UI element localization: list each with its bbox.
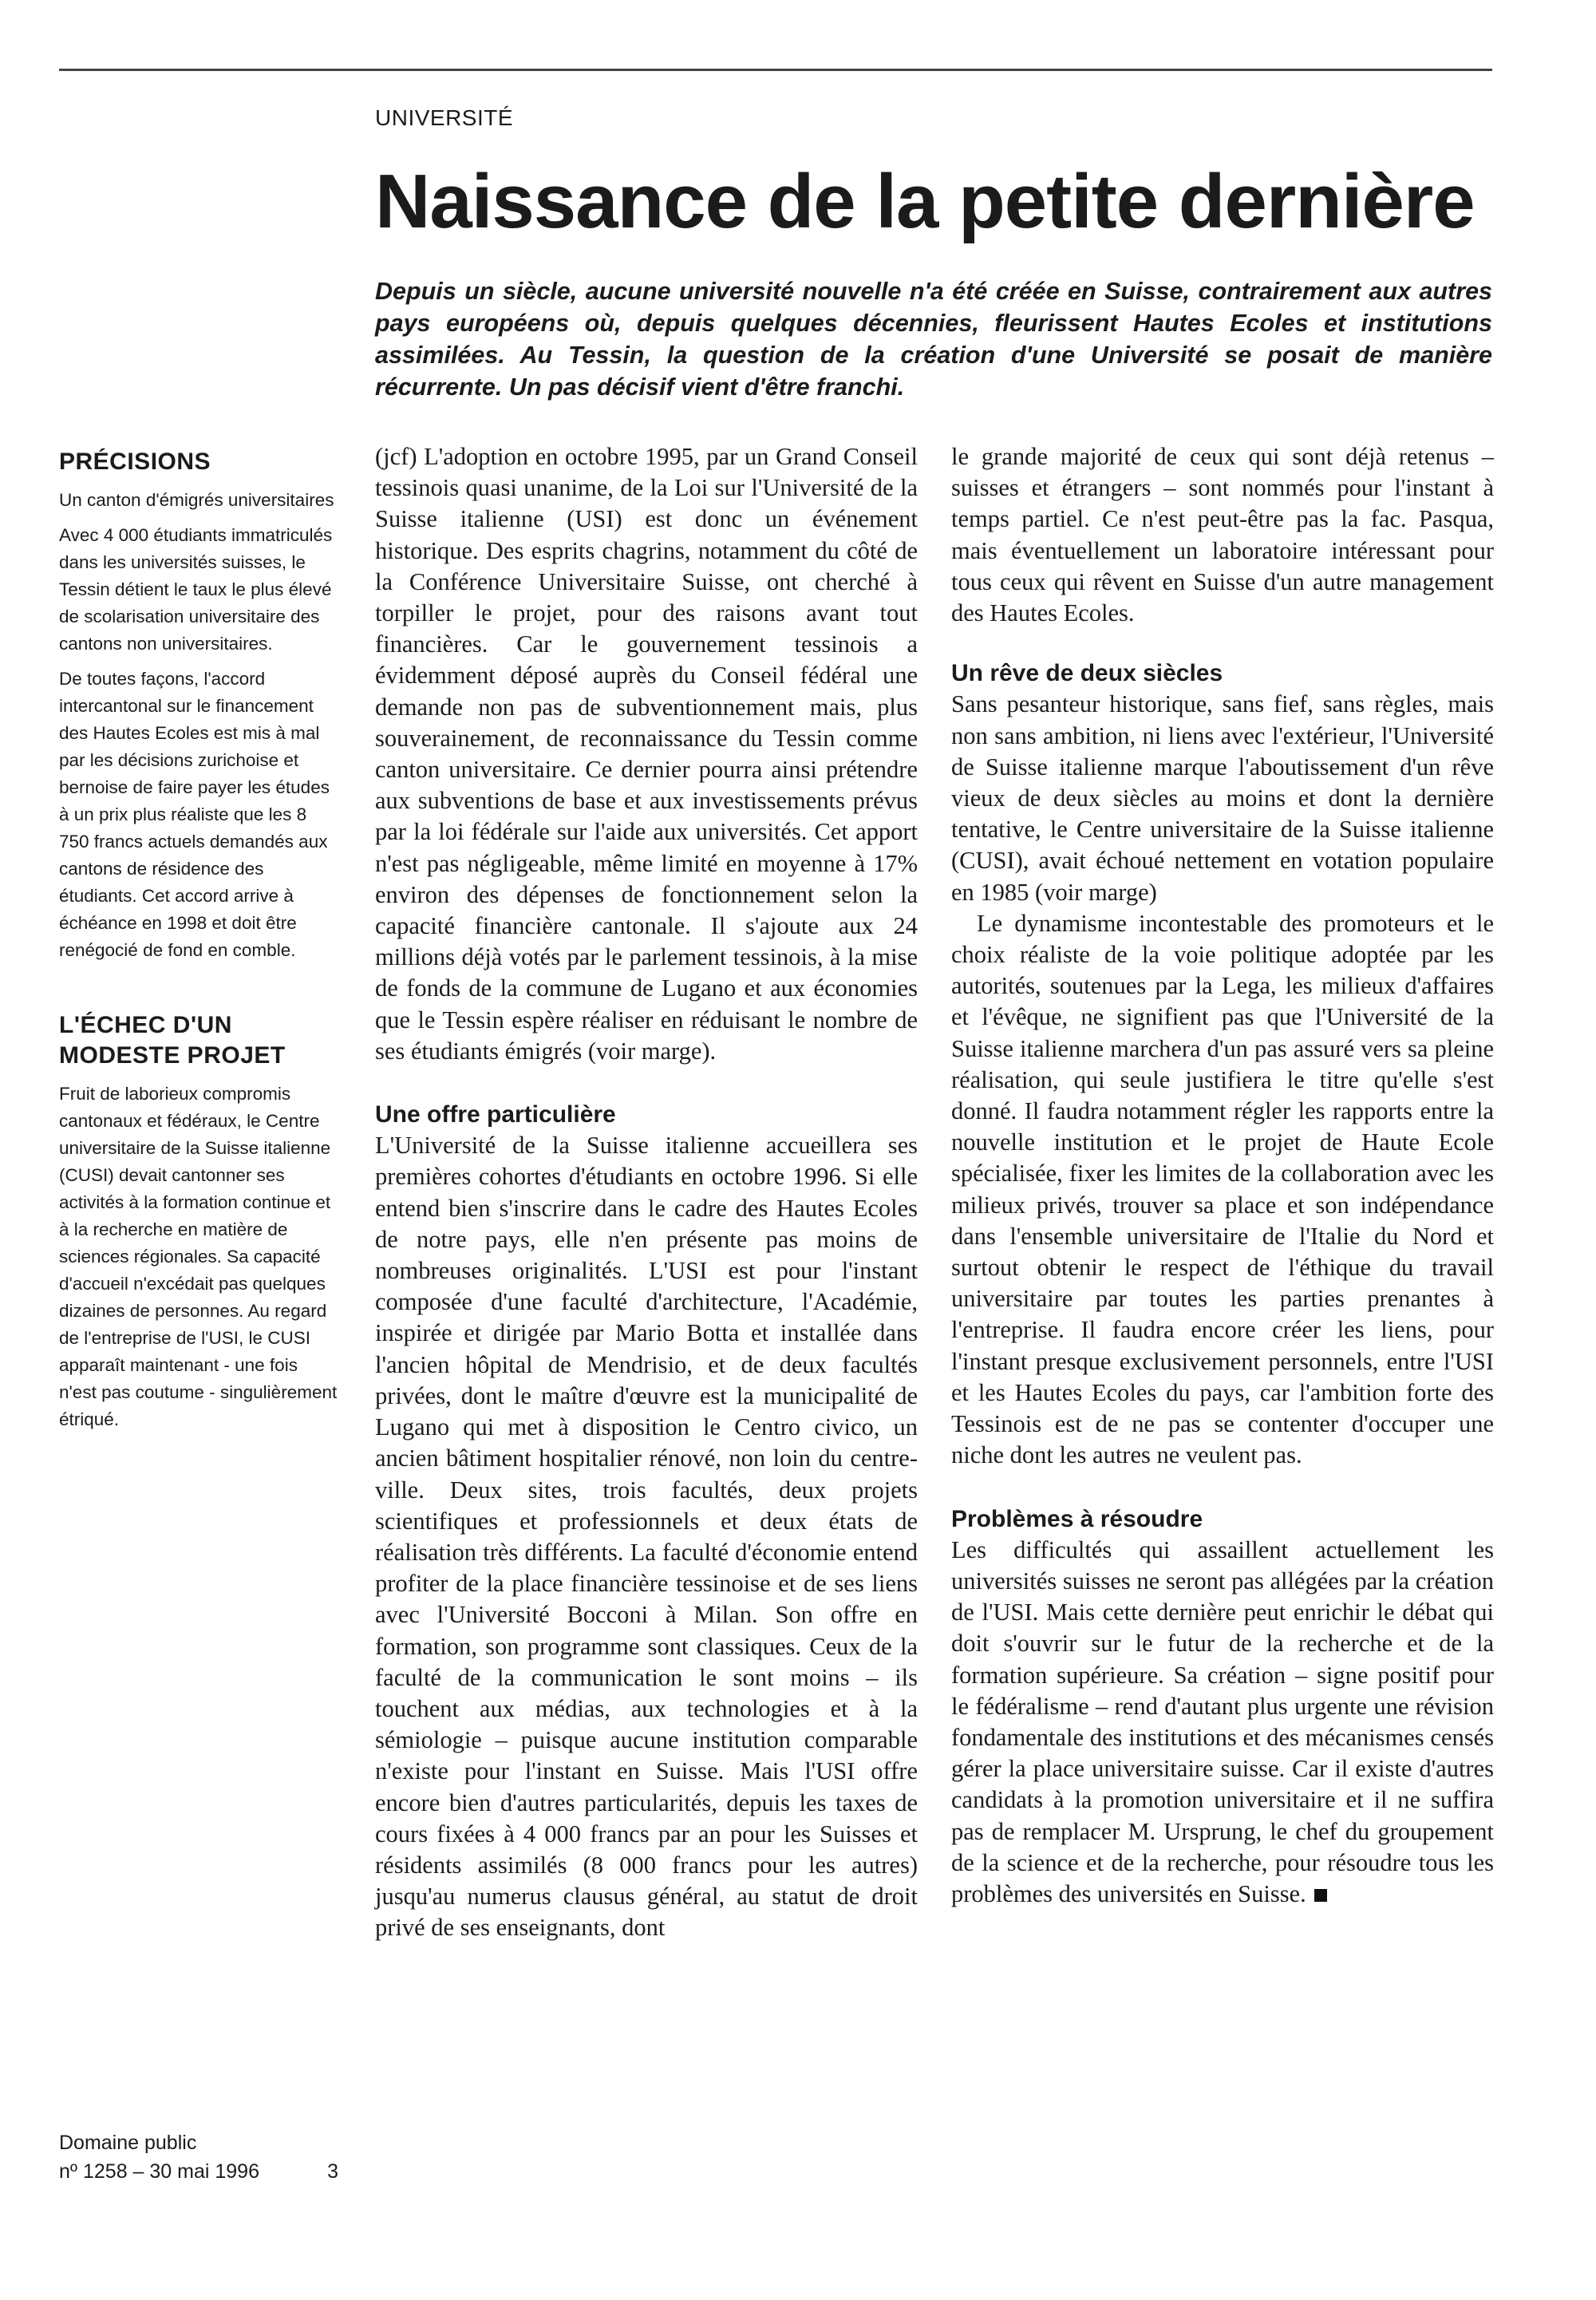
page-footer [59,2128,338,2186]
subheading: Une offre particulière [375,1101,616,1128]
margin-section-echec [59,1010,338,1433]
body-paragraph: Sans pesanteur historique, sans fief, sans règles, mais non sans ambition, ni liens avec l'extérieur, l'Université de Suisse italienne marque l'aboutissement d'un rêve vieux de deux siècles au moins et dont la dernière tentative, le Centre universitaire de la Suisse italienne (CUSI), avait échoué nettement en votation populaire en 1985 (voir marge) [951,690,1494,906]
section-rubric: UNIVERSITÉ [375,105,514,130]
subheading: Problèmes à résoudre [951,1505,1203,1532]
issue-number: nº 1258 – 30 mai 1996 [59,2160,259,2183]
end-mark-icon [1314,1889,1327,1902]
top-rule [59,69,1492,71]
margin-heading: PRÉCISIONS [59,449,211,475]
body-paragraph: L'Université de la Suisse italienne accueillera ses premières cohortes d'étudiants en octobre 1996. Si elle entend bien s'inscrire dans le cadre des Hautes Ecoles de notre pays, elle n'en présente pas moins de nombreuses originalités. L'USI est pour l'instant composée d'une faculté d'architecture, l'Académie, inspirée et dirigée par Mario Botta et installée dans l'ancien hôpital de Mendrisio, et de deux facultés privées, dont le maître d'œuvre est la municipalité de Lugano qui met à disposition le Centro civico, un ancien bâtiment hospitalier rénové, non loin du centre-ville. Deux sites, trois facultés, deux projets scientifiques et professionnels et deux états de réalisation très différents. La faculté d'économie entend profiter de la place financière tessinoise et de ses liens avec l'Université Bocconi à Milan. Son offre en formation, son programme sont classiques. Ceux de la faculté de la communication le sont moins – ils touchent aux médias, aux technologies et à la sémiologie – puisque aucune institution comparable n'existe pour l'instant en Suisse. Mais l'USI offre encore bien d'autres particularités, depuis les taxes de cours fixées à 4 000 francs par an pour les Suisses et résidents assimilés (8 000 francs pour les autres) jusqu'au numerus clausus général, au statut de droit privé de ses enseignants, dont [375,1132,918,1942]
margin-paragraph: De toutes façons, l'accord intercantonal sur le financement des Hautes Ecoles est mis à mal par les décisions zurichoise et bernoise de faire payer les études à un prix plus réaliste que les 8 750 francs actuels demandés aux cantons de résidence des étudiants. Cet accord arrive à échéance en 1998 et doit être renégocié de fond en comble. [59,669,330,960]
body-column-1 [375,441,918,1944]
margin-notes [59,447,338,1441]
body-paragraph: (jcf) L'adoption en octobre 1995, par un Grand Conseil tessinois quasi unanime, de la Loi sur l'Université de la Suisse italienne (USI) est donc un événement historique. Des esprits chagrins, notamment du côté de la Conférence Universitaire Suisse, ont cherché à torpiller le projet, pour des raisons avant tout financières. Car le gouvernement tessinois a évidemment déposé auprès du Conseil fédéral une demande non pas de subventionnement mais, plus souverainement, de reconnaissance du Tessin comme canton universitaire. Ce dernier pourra ainsi prétendre aux subventions de base et aux investissements prévus par la loi fédérale sur l'aide aux universités. Cet apport n'est pas négligeable, même limité en moyenne à 17% environ des dépenses de fonctionnement selon la capacité financière cantonale. Il s'ajoute aux 24 millions déjà votés par le parlement tessinois, à la mise de fonds de la commune de Lugano et aux économies que le Tessin espère réaliser en réduisant le nombre de ses étudiants émigrés (voir marge). [375,443,918,1065]
body-column-2 [951,441,1494,1910]
page-number: 3 [327,2160,338,2183]
margin-paragraph: Avec 4 000 étudiants immatriculés dans les universités suisses, le Tessin détient le taux le plus élevé de scolarisation universitaire des cantons non universitaires. [59,525,333,654]
body-paragraph: le grande majorité de ceux qui sont déjà retenus – suisses et étrangers – sont nommés pour l'instant à temps partiel. Ce n'est peut-être pas la fac. Pasqua, mais éventuellement un laboratoire intéressant pour tous ceux qui rêvent en Suisse d'un autre management des Hautes Ecoles. [951,443,1494,627]
article-lede: Depuis un siècle, aucune université nouvelle n'a été créée en Suisse, contrairement aux autres pays européens où, depuis quelques décennies, fleurissent Hautes Ecoles et institutions assimilées. Au Tessin, la question de la création d'une Université se posait de manière récurrente. Un pas décisif vient d'être franchi. [375,278,1492,401]
body-paragraph-final [951,1535,1494,1910]
issue-line [59,2157,338,2186]
margin-heading: L'ÉCHEC D'UN MODESTE PROJET [59,1012,286,1069]
margin-subtitle: Un canton d'émigrés universitaires [59,490,334,510]
body-text: Les difficultés qui assaillent actuellement les universités suisses ne seront pas allégées par la création de l'USI. Mais cette dernière peut enrichir le débat qui doit s'ouvrir sur le futur de la recherche et de la formation supérieure. Sa création – signe positif pour le fédéralisme – rend d'autant plus urgente une révision fondamentale des institutions et des mécanismes censés gérer la place universitaire suisse. Car il existe d'autres candidats à la promotion universitaire et il ne suffira pas de remplacer M. Ursprung, le chef du groupement de la science et de la recherche, pour résoudre tous les problèmes des universités en Suisse. [951,1535,1494,1907]
margin-paragraph: Fruit de laborieux compromis cantonaux et fédéraux, le Centre universitaire de la Suisse italienne (CUSI) devait cantonner ses activités à la formation continue et à la recherche en matière de sciences régionales. Sa capacité d'accueil n'excédait pas quelques dizaines de personnes. Au regard de l'entreprise de l'USI, le CUSI apparaît maintenant - une fois n'est pas coutume - singulièrement étriqué. [59,1084,338,1429]
article-title: Naissance de la petite dernière [375,159,1475,244]
publication-name: Domaine public [59,2132,197,2154]
body-paragraph: Le dynamisme incontestable des promoteurs et le choix réaliste de la voie politique adoptée par les autorités, soutenues par la Lega, les milieux d'affaires et l'évêque, ne signifient pas que l'Université de la Suisse italienne marchera d'un pas assuré vers sa pleine réalisation, qui seule justifiera le titre qu'elle s'est donné. Il faudra notamment régler les rapports entre la nouvelle institution et le projet de Haute Ecole spécialisée, fixer les limites de la collaboration avec les milieux privés, trouver sa place et son indépendance dans l'ensemble universitaire de l'Italie du Nord et surtout obtenir le respect de l'éthique du travail universitaire par toutes les parties prenantes à l'entreprise. Il faudra encore créer les liens, pour l'instant presque exclusivement personnels, entre l'USI et les Hautes Ecoles du pays, car l'ambition forte des Tessinois est de ne pas se contenter d'occuper une niche dont les autres ne veulent pas. [951,909,1494,1469]
subheading: Un rêve de deux siècles [951,660,1223,687]
margin-section-precisions [59,447,338,964]
